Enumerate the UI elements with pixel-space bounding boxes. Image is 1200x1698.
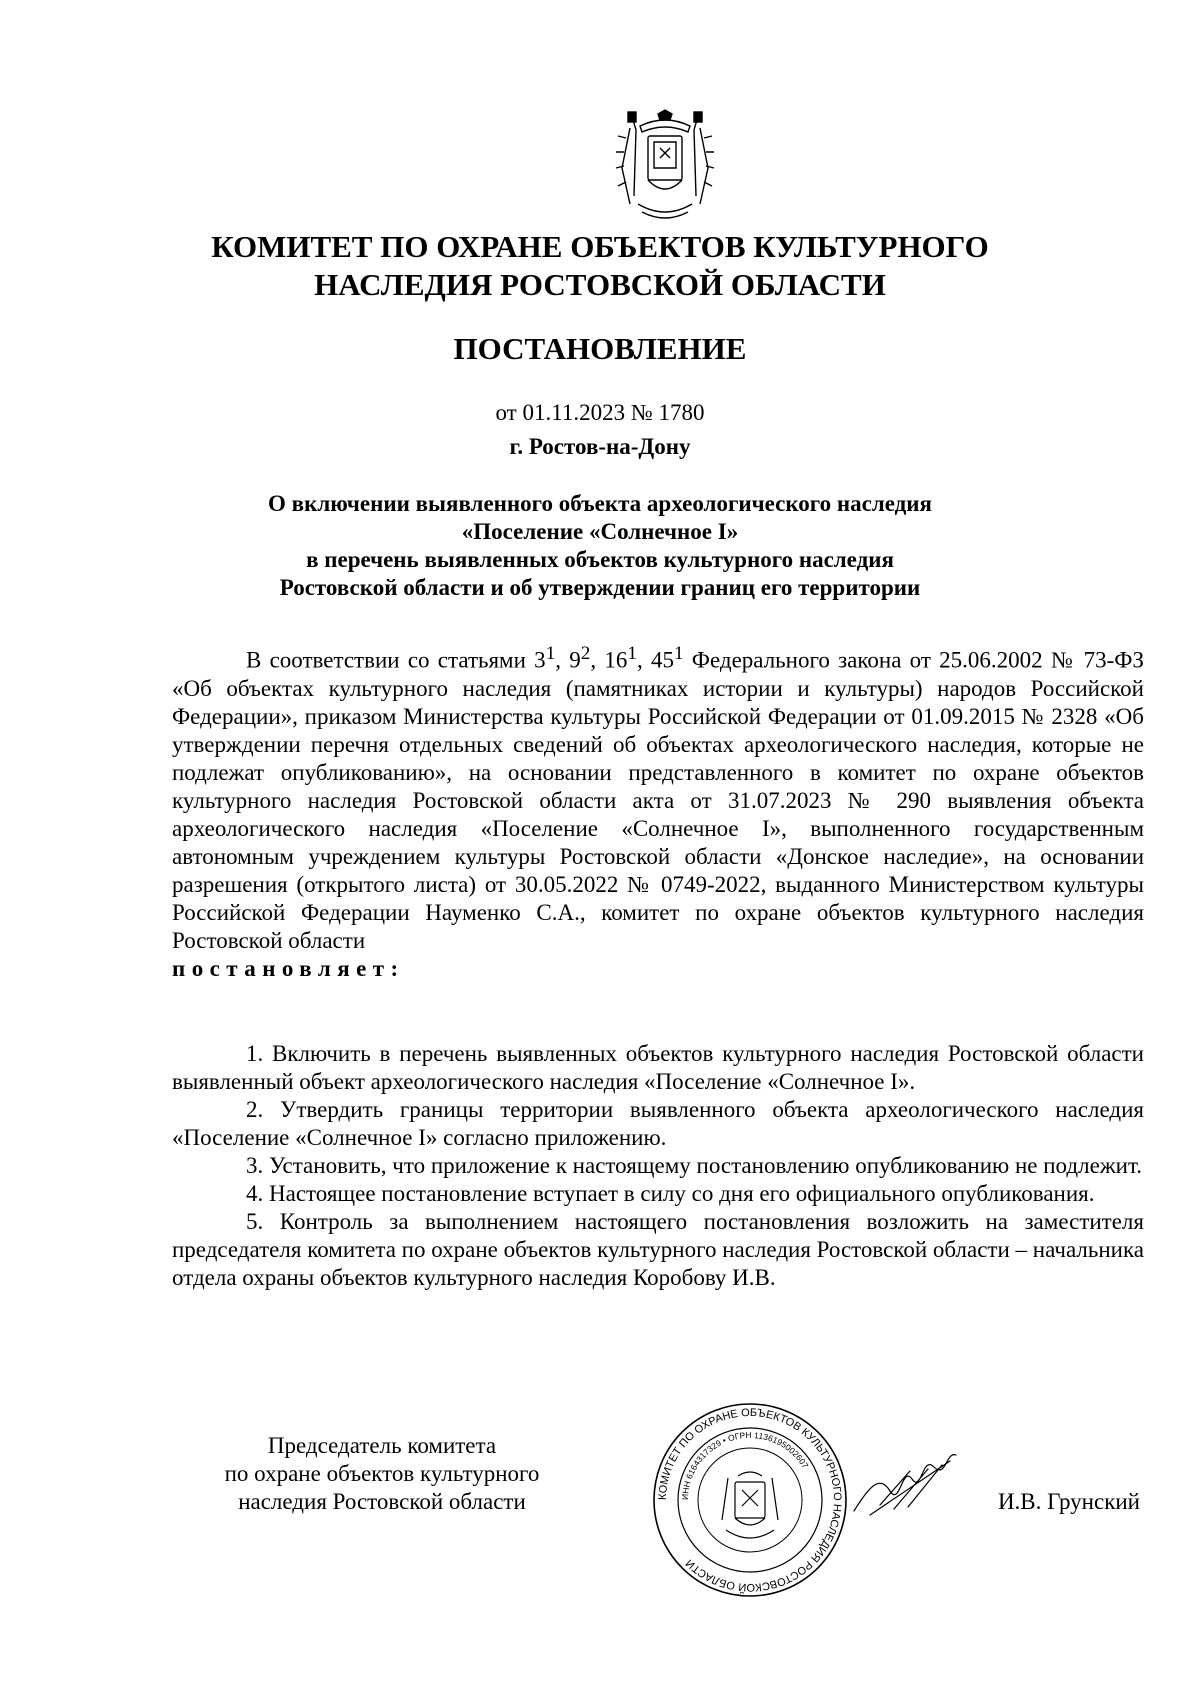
decree-word: постановляет: <box>172 955 405 981</box>
document-date-number: от 01.11.2023 № 1780 <box>495 400 705 425</box>
signer-title-line1: Председатель комитета <box>267 1433 497 1458</box>
signer-title <box>172 1432 592 1516</box>
decree-item-4: 4. Настоящее постановление вступает в силу со дня его официального опубликования. <box>246 1181 1095 1206</box>
superscript: 1 <box>673 643 684 664</box>
coat-of-arms-icon <box>610 108 720 226</box>
decree-item-3: 3. Установить, что приложение к настоящему постановлению опубликованию не подлежит. <box>246 1153 1143 1178</box>
subject-line4: Ростовской области и об утверждении границ его территории <box>279 575 921 600</box>
document-subject <box>150 490 1050 602</box>
preamble-paragraph <box>172 640 1144 955</box>
decree-item-1: 1. Включить в перечень выявленных объектов культурного наследия Ростовской области выявленный объект археологического наследия «Поселение «Солнечное I». <box>172 1041 1144 1094</box>
preamble <box>172 640 1144 983</box>
org-title-line1: КОМИТЕТ ПО ОХРАНЕ ОБЪЕКТОВ КУЛЬТУРНОГО <box>211 229 989 264</box>
superscript: 1 <box>545 643 556 664</box>
official-seal-icon <box>650 1400 850 1600</box>
document-city: г. Ростов-на-Дону <box>509 434 691 459</box>
decree-items <box>172 1040 1144 1292</box>
decree-item-5: 5. Контроль за выполнением настоящего постановления возложить на заместителя председателя комитета по охране объектов культурного наследия Ростовской области – начальника отдела охраны объектов культурного наследия Коробову И.В. <box>172 1209 1144 1290</box>
superscript: 1 <box>627 643 637 664</box>
decree-item-2: 2. Утвердить границы территории выявленного объекта археологического наследия «Поселение «Солнечное I» согласно приложению. <box>172 1097 1144 1150</box>
subject-line3: в перечень выявленных объектов культурного наследия <box>306 547 894 572</box>
signer-title-line3: наследия Ростовской области <box>238 1489 526 1514</box>
org-title-line2: НАСЛЕДИЯ РОСТОВСКОЙ ОБЛАСТИ <box>314 267 886 302</box>
signer-name: И.В. Грунский <box>997 1489 1140 1514</box>
document-type: ПОСТАНОВЛЕНИЕ <box>453 331 747 366</box>
preamble-text-a: В соответствии со статьями 3 <box>246 647 546 673</box>
superscript: 2 <box>580 643 591 664</box>
preamble-text-d: , 45 <box>636 647 674 673</box>
seal-inner-text: ИНН 6164317329 • ОГРН 1136195002607 <box>679 1429 811 1501</box>
subject-line1: О включении выявленного объекта археологического наследия <box>268 491 932 516</box>
preamble-text-b: , 9 <box>555 647 581 673</box>
subject-line2: «Поселение «Солнечное I» <box>461 519 739 544</box>
preamble-text-c: , 16 <box>590 647 628 673</box>
preamble-text-e: Федерального закона от 25.06.2002 № 73-ФЗ «Об объектах культурного наследия (памятниках истории и культуры) народов Российской Федерации», приказом Министерства культуры Российской Федерации от 01.09.2015 № 2328 «Об утверждении перечня отдельных сведений об объектах археологического наследия, которые не подлежат опубликованию», на основании представленного в комитет по охране объектов культурного наследия Ростовской области акта от 31.07.2023 № 290 выявления объекта археологического наследия «Поселение «Солнечное I», выполненного государственным автономным учреждением культуры Ростовской области «Донское наследие», на основании разрешения (открытого листа) от 30.05.2022 № 0749-2022, выданного Министерством культуры Российской Федерации Науменко С.А., комитет по охране объектов культурного наследия Ростовской области <box>172 647 1145 953</box>
handwritten-signature-icon <box>850 1445 960 1525</box>
organization-title <box>150 228 1050 304</box>
signer-title-line2: по охране объектов культурного <box>224 1461 540 1486</box>
seal-outer-text: КОМИТЕТ ПО ОХРАНЕ ОБЪЕКТОВ КУЛЬТУРНОГО НАСЛЕДИЯ РОСТОВСКОЙ ОБЛАСТИ <box>656 1406 844 1594</box>
